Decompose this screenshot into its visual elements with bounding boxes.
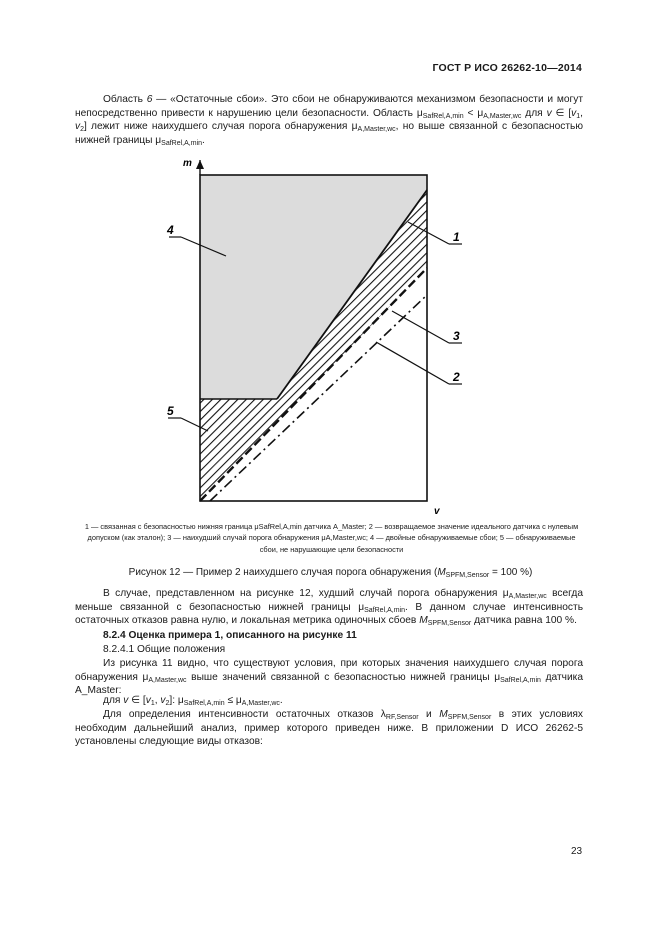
figure-legend: 1 — связанная с безопасностью нижняя граница μSafRel,A,min датчика A_Master; 2 — возвращаемое значение идеального датчика с нулевым допуском (как эталон); 3 — наихудший случай порога обнаружения μA,Master,wc; 4 — двойные обнаруживаемые сбои; 5 — обнаруживаемые сбои, не нарушающие цели безопасности	[84, 522, 579, 554]
label-2: 2	[453, 370, 460, 384]
label-5: 5	[167, 404, 174, 418]
document-header: ГОСТ Р ИСО 26262-10—2014	[432, 62, 582, 74]
page-number: 23	[571, 846, 583, 857]
paragraph-analysis: Для определения интенсивности остаточных отказов $\lambda_{RF,Sensor}$ и $M_{SPFM,Sensor}$ в этих условиях необходим дальнейший анализ, пример которого приведен ниже. В приложении D ИСО 26262-5 установлены следующие виды отказов:	[75, 709, 583, 748]
intro-paragraph: Область 6 — «Остаточные сбои». Это сбои не обнаруживаются механизмом безопасности и могут непосредственно привести к нарушению цели безопасности. Область $\mu_{SafRel,A,min} < \mu_{A,Master,wc}$ для v ∈ [$v_1$, $v_2$] лежит ниже наихудшего случая порога обнаружения $\mu_{A,Master,wc}$, но выше связанной с безопасностью нижней границы $\mu_{SafRel,A,min}$.	[75, 94, 584, 147]
section-heading-8-2-4-1: 8.2.4.1 Общие положения	[103, 644, 226, 655]
label-3: 3	[453, 329, 460, 343]
formula-line: для v ∈ [$v_1$, $v_2$]: $\mu_{SafRel,A,min} \le \mu_{A,Master,wc}$.	[103, 695, 283, 707]
figure-caption: Рисунок 12 — Пример 2 наихудшего случая порога обнаружения ($M_{SPFM,Sensor} = 100$ %)	[128, 567, 533, 579]
paragraph-result: В случае, представленном на рисунке 12, худший случай порога обнаружения $\mu_{A,Master,wc}$ всегда меньше связанной с безопасностью нижней границы $\mu_{SafRel,A,min}$. В данном случае интенсивность остаточных отказов равна нулю, и локальная метрика одиночных сбоев $M_{SPFM,Sensor}$ датчика равна 100 %.	[75, 588, 584, 628]
paragraph-conditions: Из рисунка 11 видно, что существуют условия, при которых значения наихудшего случая порога обнаружения $\mu_{A,Master,wc}$ выше значений связанной с безопасностью нижней границы $\mu_{SafRel,A,min}$ датчика A_Master:	[75, 658, 583, 697]
x-axis-label: v	[434, 506, 440, 517]
section-heading-8-2-4: 8.2.4 Оценка примера 1, описанного на рисунке 11	[103, 630, 357, 641]
label-4: 4	[167, 223, 174, 237]
label-1: 1	[453, 230, 460, 244]
figure-12-diagram	[160, 150, 480, 520]
y-axis-label: m	[183, 158, 192, 169]
